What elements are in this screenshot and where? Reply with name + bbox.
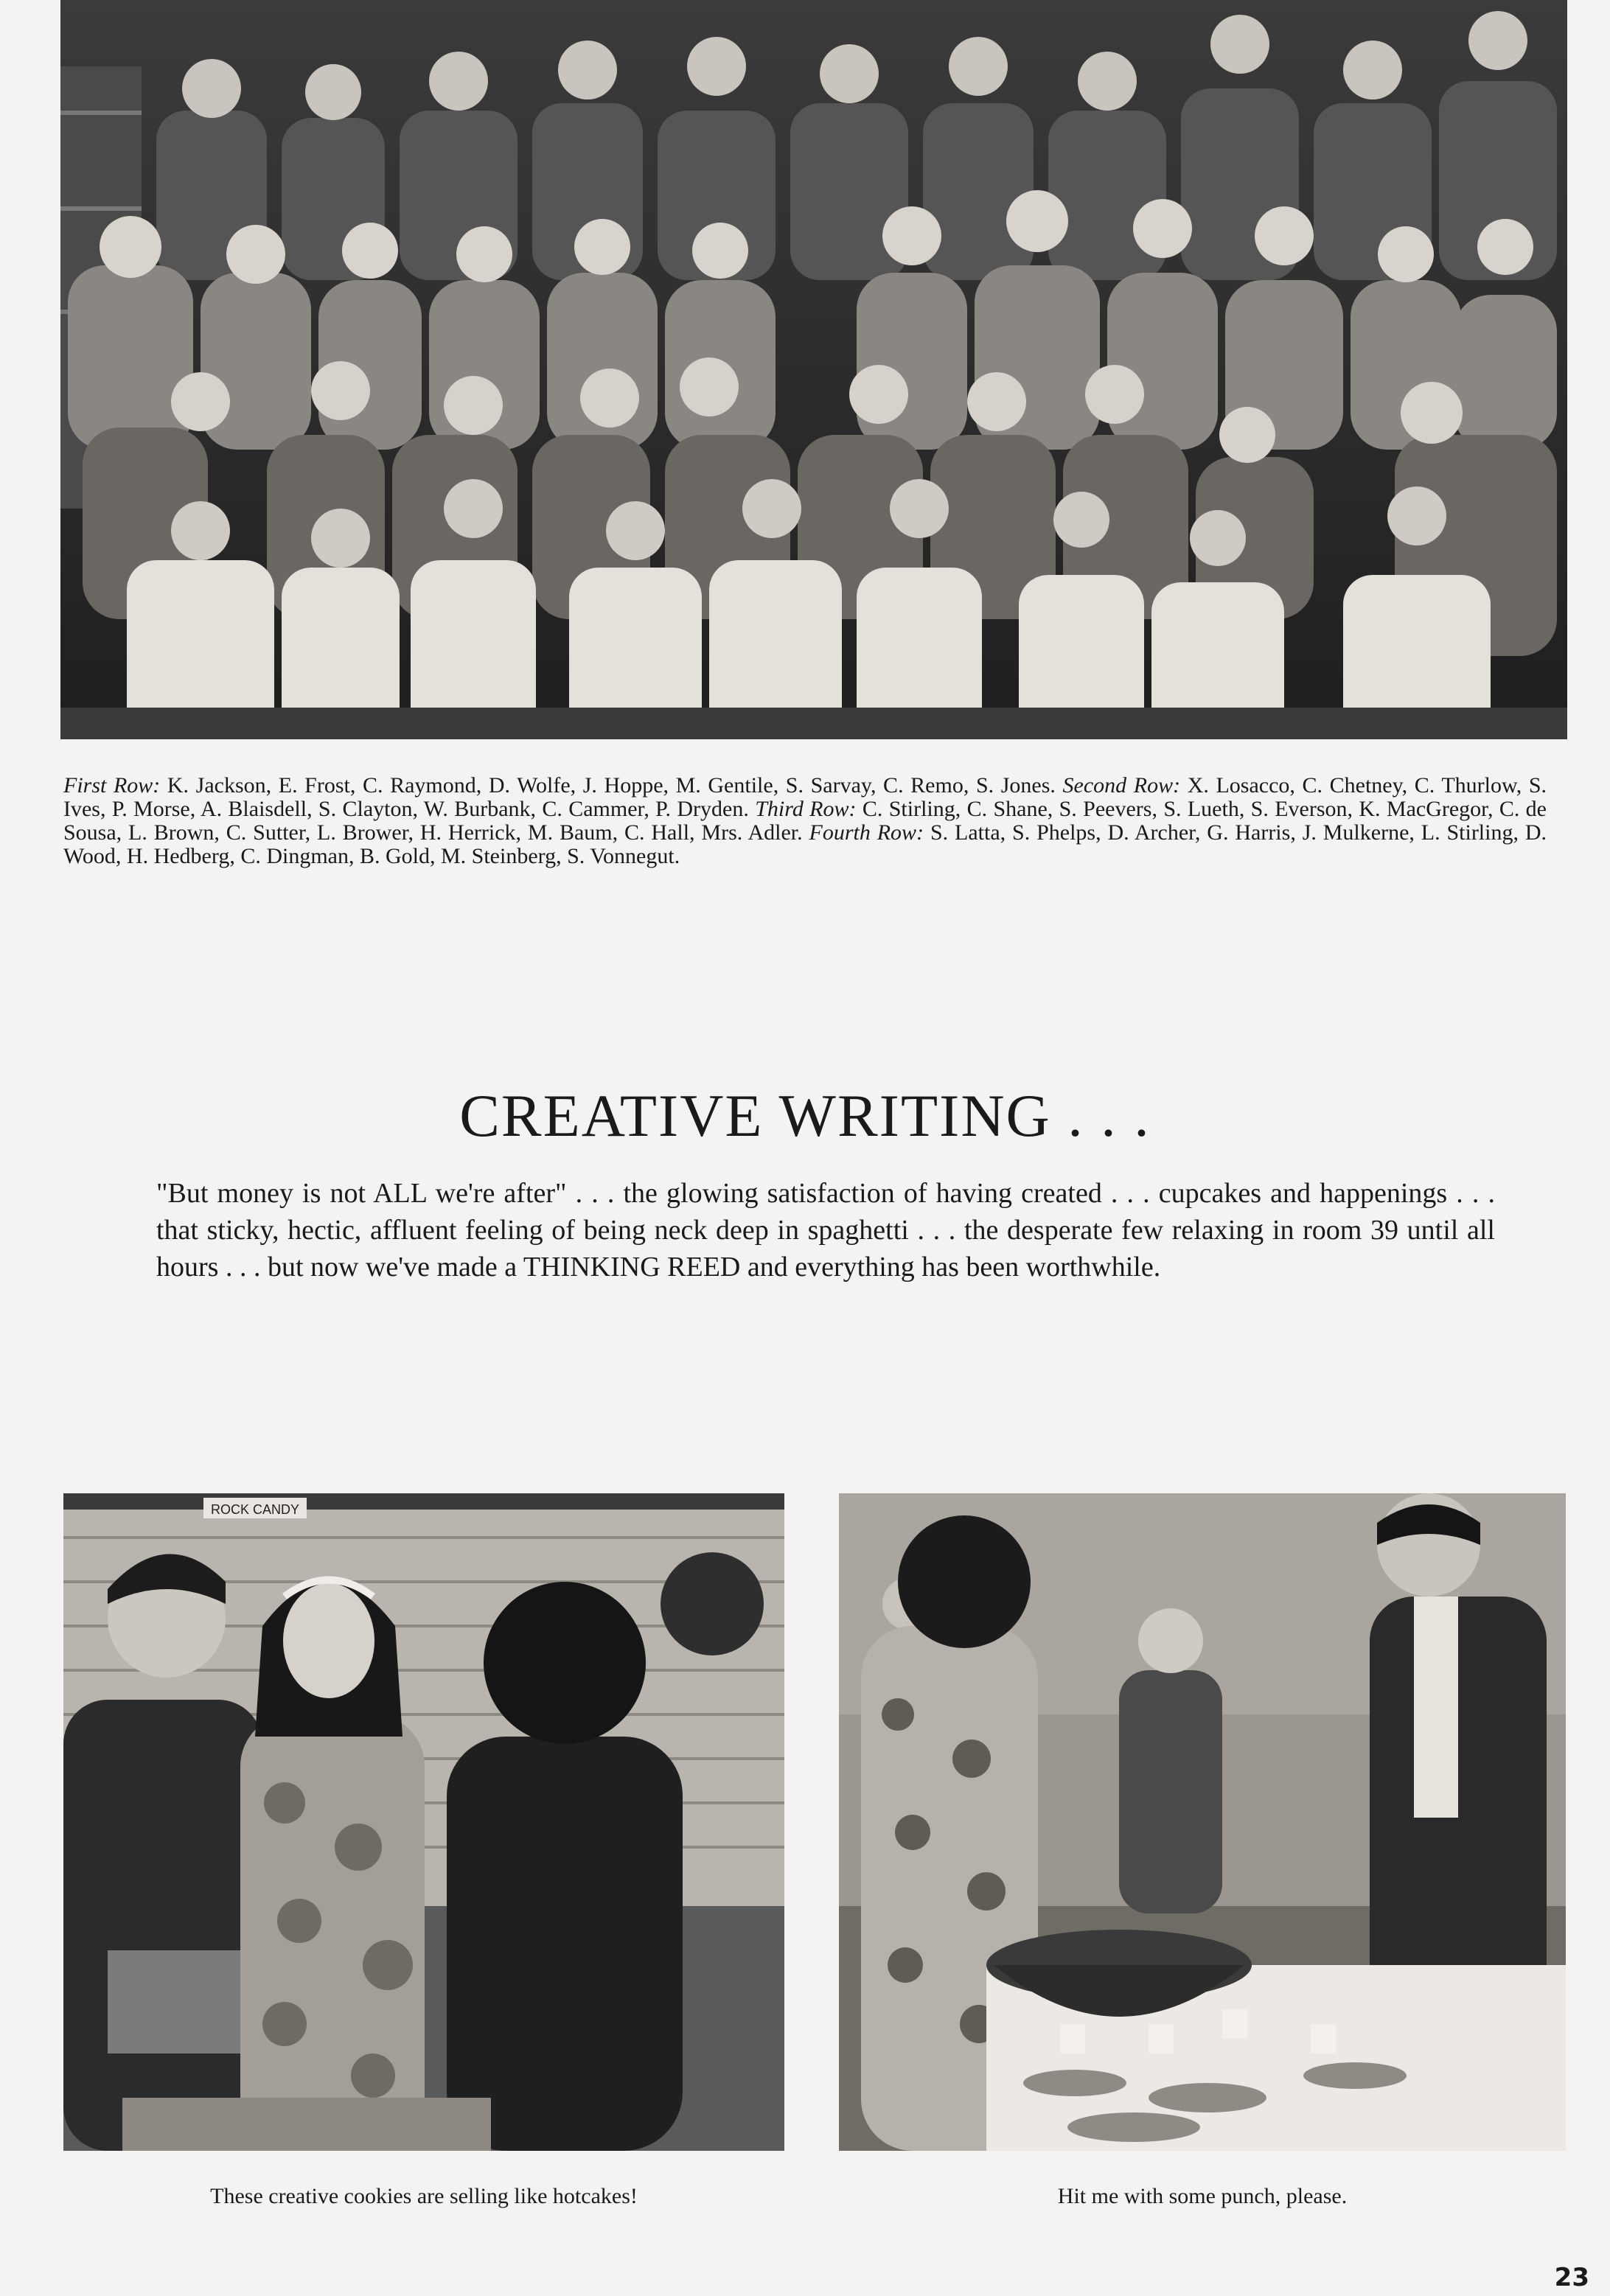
second-row-label: Second Row: [1062,773,1181,798]
rock-candy-sign-text: ROCK CANDY [211,1502,300,1517]
third-row-label: Third Row: [755,797,857,821]
first-row-names: K. Jackson, E. Frost, C. Raymond, D. Wolfe, J. Hoppe, M. Gentile, S. Sarvay, C. Remo, S. Jones. [167,773,1056,798]
group-photo [60,0,1567,739]
cookies-photo-art [63,1493,784,2151]
roster-caption [63,774,1547,868]
section-title: CREATIVE WRITING . . . [459,1082,1151,1149]
punch-photo-art [839,1493,1566,2151]
page-number: 23 [1554,2263,1589,2292]
fourth-row-label: Fourth Row: [809,820,924,845]
punch-caption: Hit me with some punch, please. [1057,2184,1348,2208]
cookies-photo [63,1493,784,2151]
punch-photo [839,1493,1566,2151]
cookies-caption: These creative cookies are selling like hotcakes! [210,2184,638,2208]
first-row-label: First Row: [63,773,161,798]
section-body: "But money is not ALL we're after" . . . the glowing satisfaction of having created . . . cupcakes and happenings . . . that sticky, hectic, affluent feeling of being neck deep in spaghetti . . . the desperate few relaxing in room 39 until all hours . . . but now we've made a THINKING REED and everything has been worthwhile. [156,1178,1495,1283]
second-row-names: X. Losacco, C. Chetney, C. Thurlow, S. Ives, P. Morse, A. Blaisdell, S. Clayton, W. Burbank, C. Cammer, P. Dryden. [63,773,1547,821]
third-row-names: C. Stirling, C. Shane, S. Peevers, S. Lueth, S. Everson, K. MacGregor, C. de Sousa, L. Brown, C. Sutter, L. Brower, H. Herrick, M. Baum, C. Hall, Mrs. Adler. [63,797,1547,845]
fourth-row-names: S. Latta, S. Phelps, D. Archer, G. Harris, J. Mulkerne, L. Stirling, D. Wood, H. Hedberg, C. Dingman, B. Gold, M. Steinberg, S. Vonnegut. [63,820,1547,868]
group-photo-art [60,0,1567,739]
